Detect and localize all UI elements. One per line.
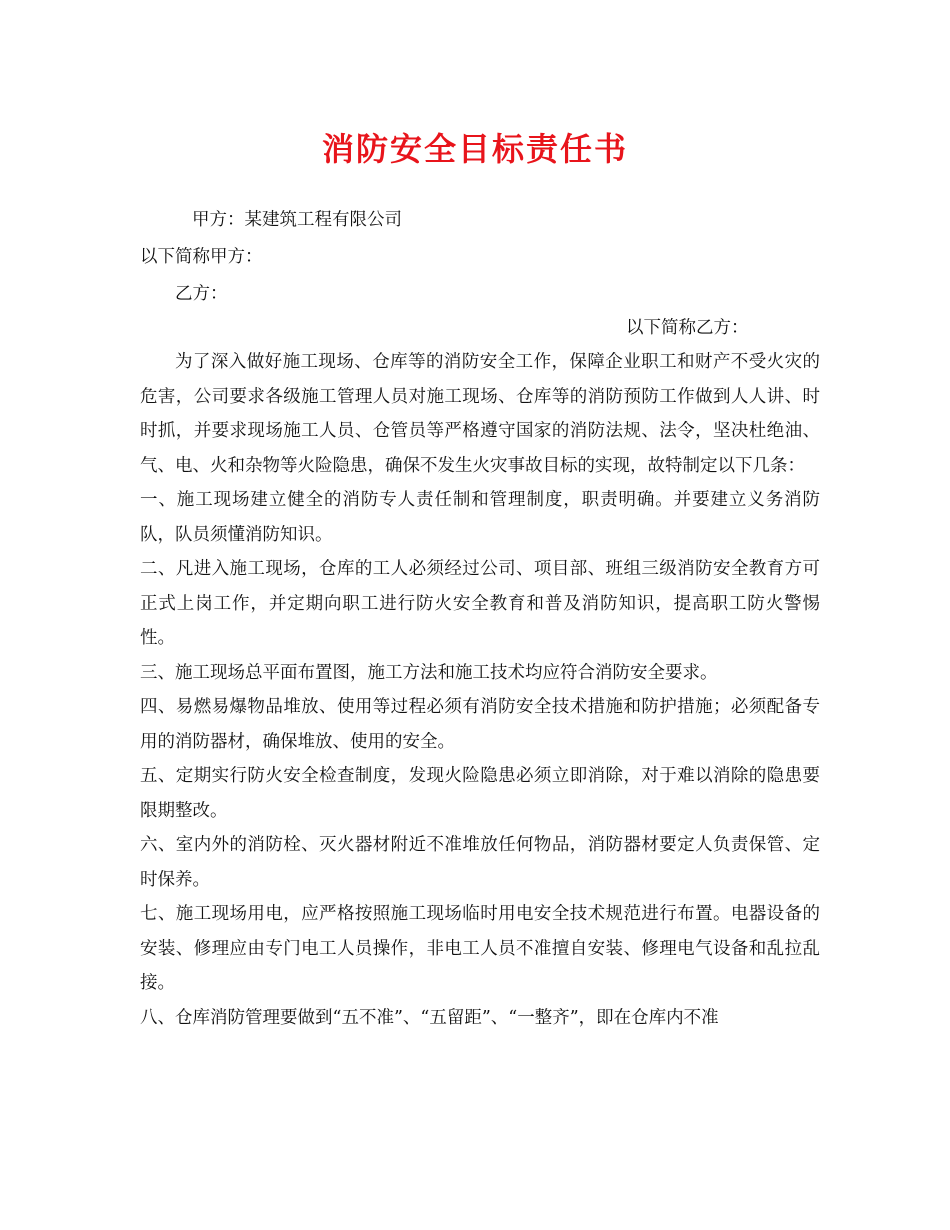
clause-paragraph: 二、凡进入施工现场，仓库的工人必须经过公司、项目部、班组三级消防安全教育方可正式上岗工作，并定期向职工进行防火安全教育和普及消防知识，提高职工防火警惕性。 (140, 559, 820, 648)
clause-paragraph: 八、仓库消防管理要做到“五不准”、“五留距”、“一整齐”，即在仓库内不准 (140, 1007, 719, 1028)
clause-paragraph: 五、定期实行防火安全检查制度，发现火险隐患必须立即消除，对于难以消除的隐患要限期整改。 (140, 766, 820, 821)
clause-paragraph: 一、施工现场建立健全的消防专人责任制和管理制度，职责明确。并要建立义务消防队，队员须懂消防知识。 (140, 490, 820, 545)
clause-paragraph: 七、施工现场用电，应严格按照施工现场临时用电安全技术规范进行布置。电器设备的安装、修理应由专门电工人员操作，非电工人员不准擅自安装、修理电气设备和乱拉乱接。 (140, 904, 820, 993)
clause-paragraph: 四、易燃易爆物品堆放、使用等过程必须有消防安全技术措施和防护措施；必须配备专用的消防器材，确保堆放、使用的安全。 (140, 697, 820, 752)
document-title: 消防安全目标责任书 (321, 130, 628, 168)
party-b-line: 乙方： (175, 284, 228, 304)
document-body (140, 345, 820, 1035)
party-a-line: 甲方：某建筑工程有限公司 (192, 210, 402, 230)
party-a-short-line: 以下简称甲方： (140, 247, 263, 267)
clause-paragraph: 六、室内外的消防栓、灭火器材附近不准堆放任何物品，消防器材要定人负责保管、定时保养。 (140, 835, 820, 890)
intro-paragraph: 为了深入做好施工现场、仓库等的消防安全工作，保障企业职工和财产不受火灾的危害，公司要求各级施工管理人员对施工现场、仓库等的消防预防工作做到人人讲、时时抓，并要求现场施工人员、仓管员等严格遵守国家的消防法规、法令，坚决杜绝油、气、电、火和杂物等火险隐患，确保不发生火灾事故目标的实现，故特制定以下几条： (140, 352, 820, 476)
party-b-short-line: 以下简称乙方： (626, 318, 749, 338)
clause-paragraph: 三、施工现场总平面布置图，施工方法和施工技术均应符合消防安全要求。 (140, 662, 718, 683)
